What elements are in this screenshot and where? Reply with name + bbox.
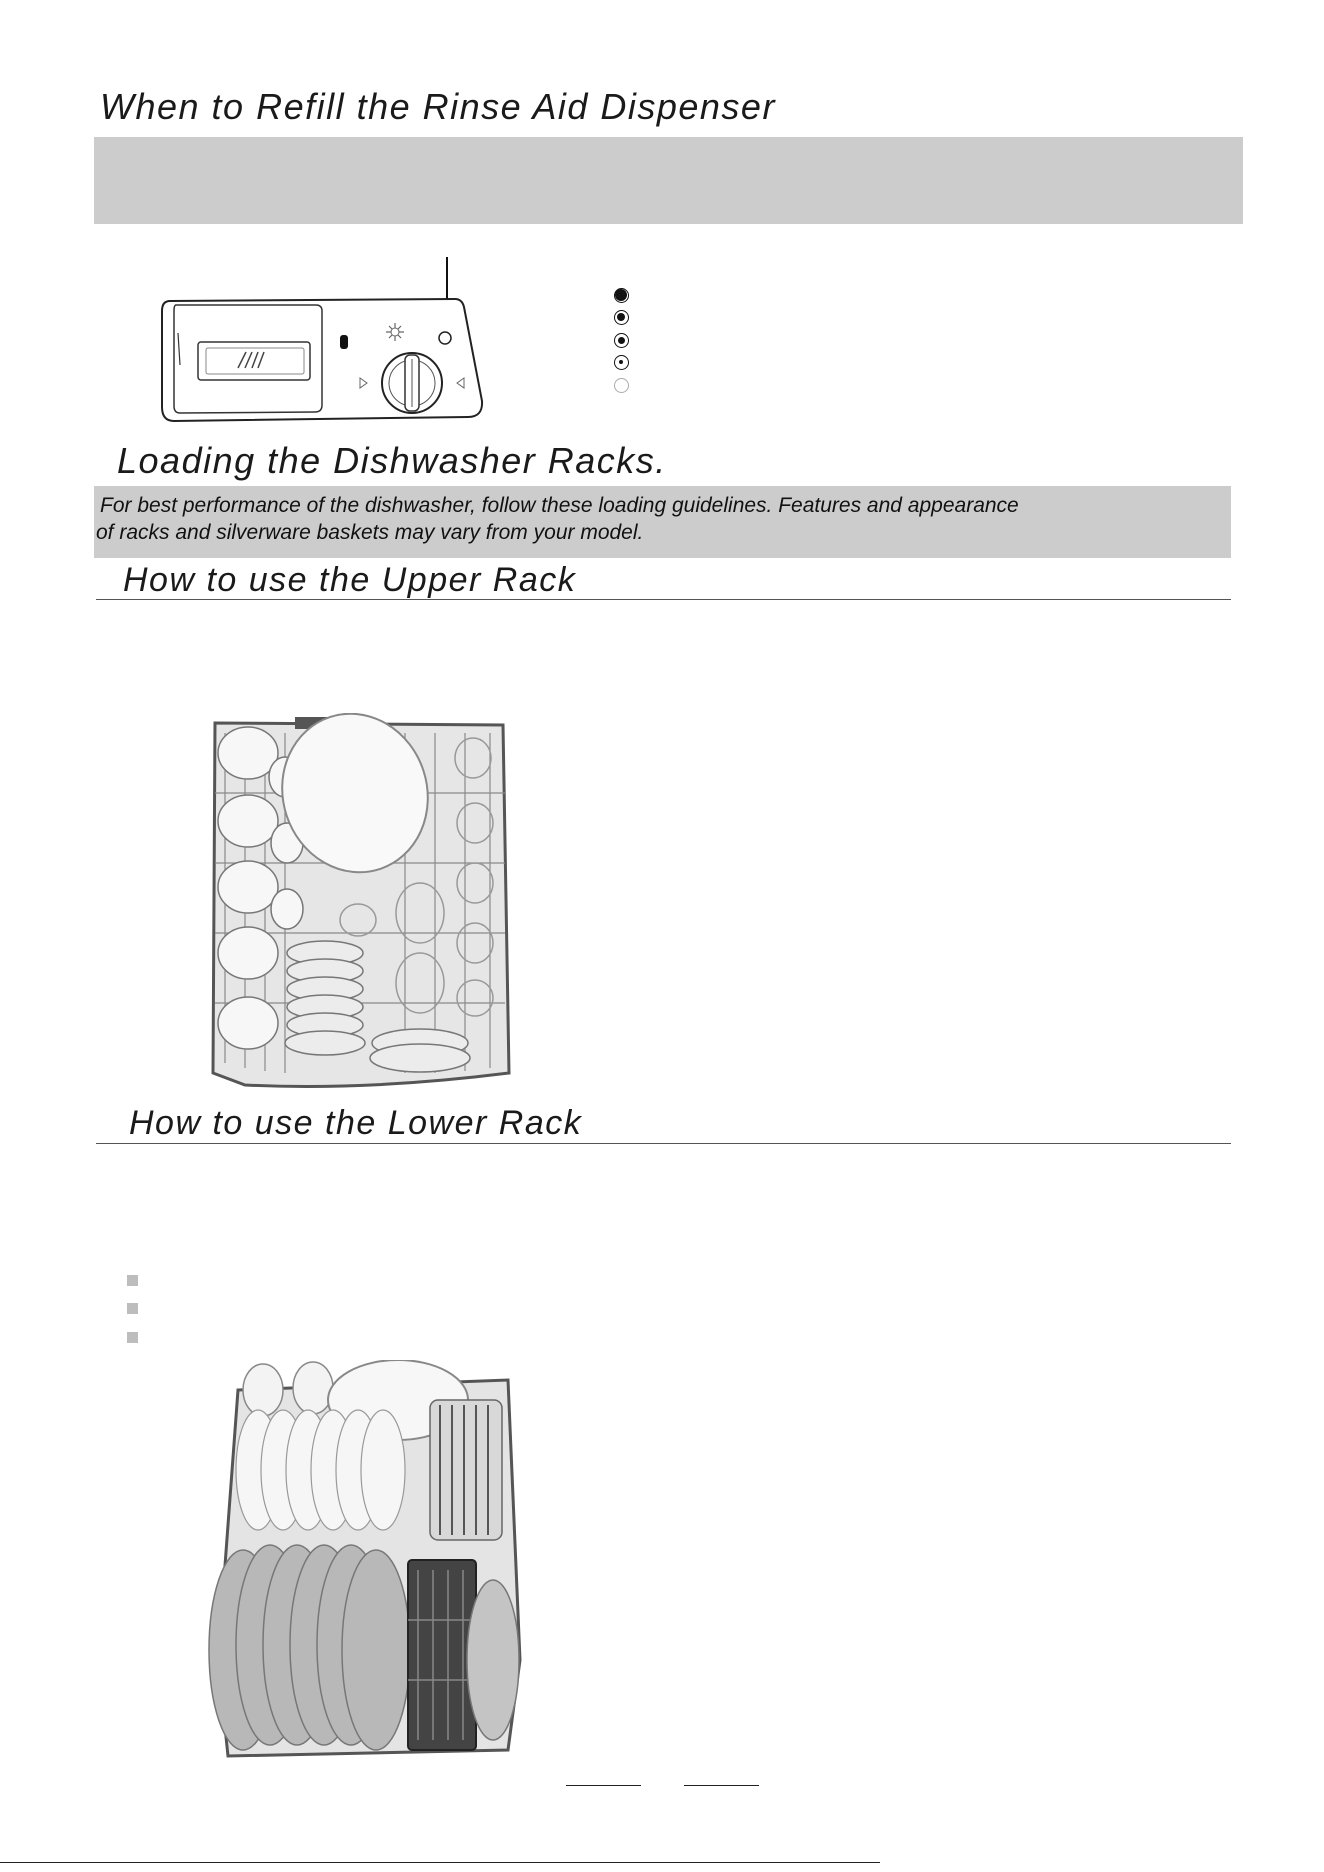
indicator-full-icon — [614, 288, 629, 303]
section-title-lower-rack: How to use the Lower Rack — [129, 1104, 583, 1142]
rinse-aid-info-box — [94, 137, 1243, 224]
bullet-square-icon — [127, 1275, 138, 1286]
lower-rack-divider — [96, 1143, 1231, 1144]
section-title-upper-rack: How to use the Upper Rack — [123, 561, 577, 599]
upper-rack-divider — [96, 599, 1231, 600]
section-title-loading-racks: Loading the Dishwasher Racks. — [117, 440, 667, 481]
lower-rack-photo — [208, 1360, 528, 1766]
loading-intro-line-2: of racks and silverware baskets may vary from your model. — [96, 521, 644, 544]
indicator-half-icon — [614, 333, 629, 348]
page-bottom-rule — [0, 1862, 880, 1863]
loading-intro-box — [94, 486, 1231, 558]
bullet-square-icon — [127, 1303, 138, 1314]
indicator-empty-icon — [614, 378, 629, 393]
bullet-square-icon — [127, 1332, 138, 1343]
indicator-quarter-icon — [614, 355, 629, 370]
indicator-three-quarter-icon — [614, 310, 629, 325]
loading-intro-line-1: For best performance of the dishwasher, follow these loading guidelines. Features and appearance — [100, 494, 1019, 517]
dispenser-panel-illustration — [150, 255, 490, 425]
section-title-rinse-aid: When to Refill the Rinse Aid Dispenser — [100, 86, 776, 127]
footer-rule-right — [684, 1785, 759, 1786]
footer-rule-left — [566, 1785, 641, 1786]
upper-rack-photo — [205, 713, 515, 1093]
